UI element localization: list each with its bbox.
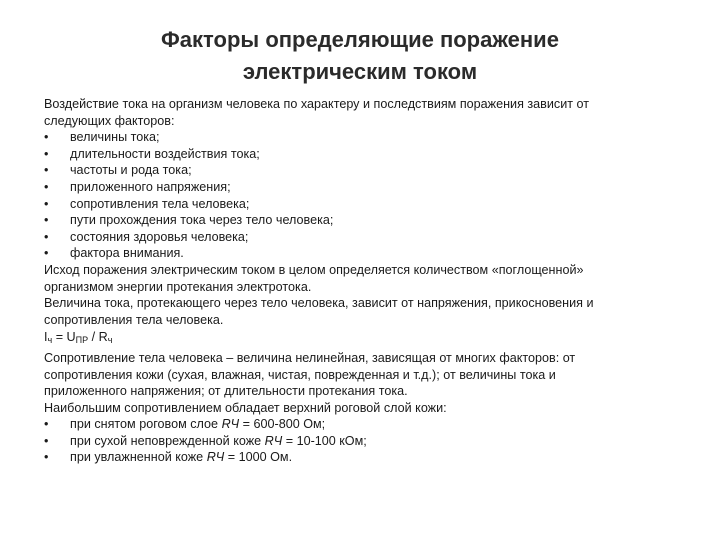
skin-prefix: при снятом роговом слое <box>70 417 222 432</box>
skin-symbol: RЧ <box>206 450 225 465</box>
skin-prefix: при увлажненной коже <box>70 450 207 465</box>
resistance-line-4: Наибольшим сопротивлением обладает верхний роговой слой кожи: <box>44 400 447 415</box>
formula-resistance-sub: ч <box>107 335 113 346</box>
factor-text: частоты и рода тока; <box>70 163 192 178</box>
factor-text: состояния здоровья человека; <box>70 229 249 244</box>
formula-voltage: = U <box>52 330 76 345</box>
list-item <box>44 245 684 262</box>
bullet-icon: • <box>44 146 49 161</box>
intro-line-2: следующих факторов: <box>44 113 175 128</box>
list-item <box>44 196 684 213</box>
skin-value: = 10-100 кОм; <box>282 433 367 448</box>
formula-resistance: / R <box>88 330 108 345</box>
factor-list <box>44 129 684 262</box>
skin-prefix: при сухой неповрежденной коже <box>70 433 265 448</box>
bullet-icon: • <box>44 417 49 432</box>
skin-symbol: RЧ <box>264 433 283 448</box>
title-line-1: Факторы определяющие поражение <box>161 27 559 52</box>
bullet-icon: • <box>44 196 49 211</box>
magnitude-line-1: Величина тока, протекающего через тело человека, зависит от напряжения, прикосновения и <box>44 296 594 311</box>
bullet-icon: • <box>44 163 49 178</box>
bullet-icon: • <box>44 229 49 244</box>
outcome-line-2: организмом энергии протекания электротока. <box>44 279 312 294</box>
list-item <box>44 179 684 196</box>
bullet-icon: • <box>44 179 49 194</box>
skin-symbol: RЧ <box>221 417 240 432</box>
bullet-icon: • <box>44 213 49 228</box>
body-text <box>44 96 684 466</box>
outcome-line-1: Исход поражения электрическим током в целом определяется количеством «поглощенной» <box>44 262 584 277</box>
list-item <box>44 449 684 466</box>
factor-text: приложенного напряжения; <box>70 179 231 194</box>
formula-voltage-sub: ПР <box>75 335 89 346</box>
bullet-icon: • <box>44 246 49 261</box>
bullet-icon: • <box>44 450 49 465</box>
resistance-line-1: Сопротивление тела человека – величина нелинейная, зависящая от многих факторов: от <box>44 350 576 365</box>
list-item <box>44 129 684 146</box>
resistance-line-3: приложенного напряжения; от длительности протекания тока. <box>44 384 408 399</box>
list-item <box>44 416 684 433</box>
factor-text: длительности воздействия тока; <box>70 146 260 161</box>
list-item <box>44 229 684 246</box>
bullet-icon: • <box>44 433 49 448</box>
list-item <box>44 146 684 163</box>
factor-text: сопротивления тела человека; <box>70 196 250 211</box>
bullet-icon: • <box>44 130 49 145</box>
factor-text: величины тока; <box>70 130 160 145</box>
list-item <box>44 162 684 179</box>
factor-text: пути прохождения тока через тело человека; <box>70 213 334 228</box>
ohm-formula <box>44 329 684 349</box>
formula-current-sub: ч <box>47 335 53 346</box>
formula-current: I <box>44 330 48 345</box>
resistance-line-2: сопротивления кожи (сухая, влажная, чистая, поврежденная и т.д.); от величины тока и <box>44 367 556 382</box>
title-line-2: электрическим током <box>242 59 478 84</box>
intro-line-1: Воздействие тока на организм человека по характеру и последствиям поражения зависит от <box>44 97 589 111</box>
list-item <box>44 212 684 229</box>
skin-resistance-list <box>44 416 684 466</box>
skin-value: = 1000 Ом. <box>224 450 293 465</box>
magnitude-line-2: сопротивления тела человека. <box>44 312 224 327</box>
page-title <box>60 24 660 88</box>
skin-value: = 600-800 Ом; <box>239 417 326 432</box>
factor-text: фактора внимания. <box>70 246 184 261</box>
list-item <box>44 433 684 450</box>
